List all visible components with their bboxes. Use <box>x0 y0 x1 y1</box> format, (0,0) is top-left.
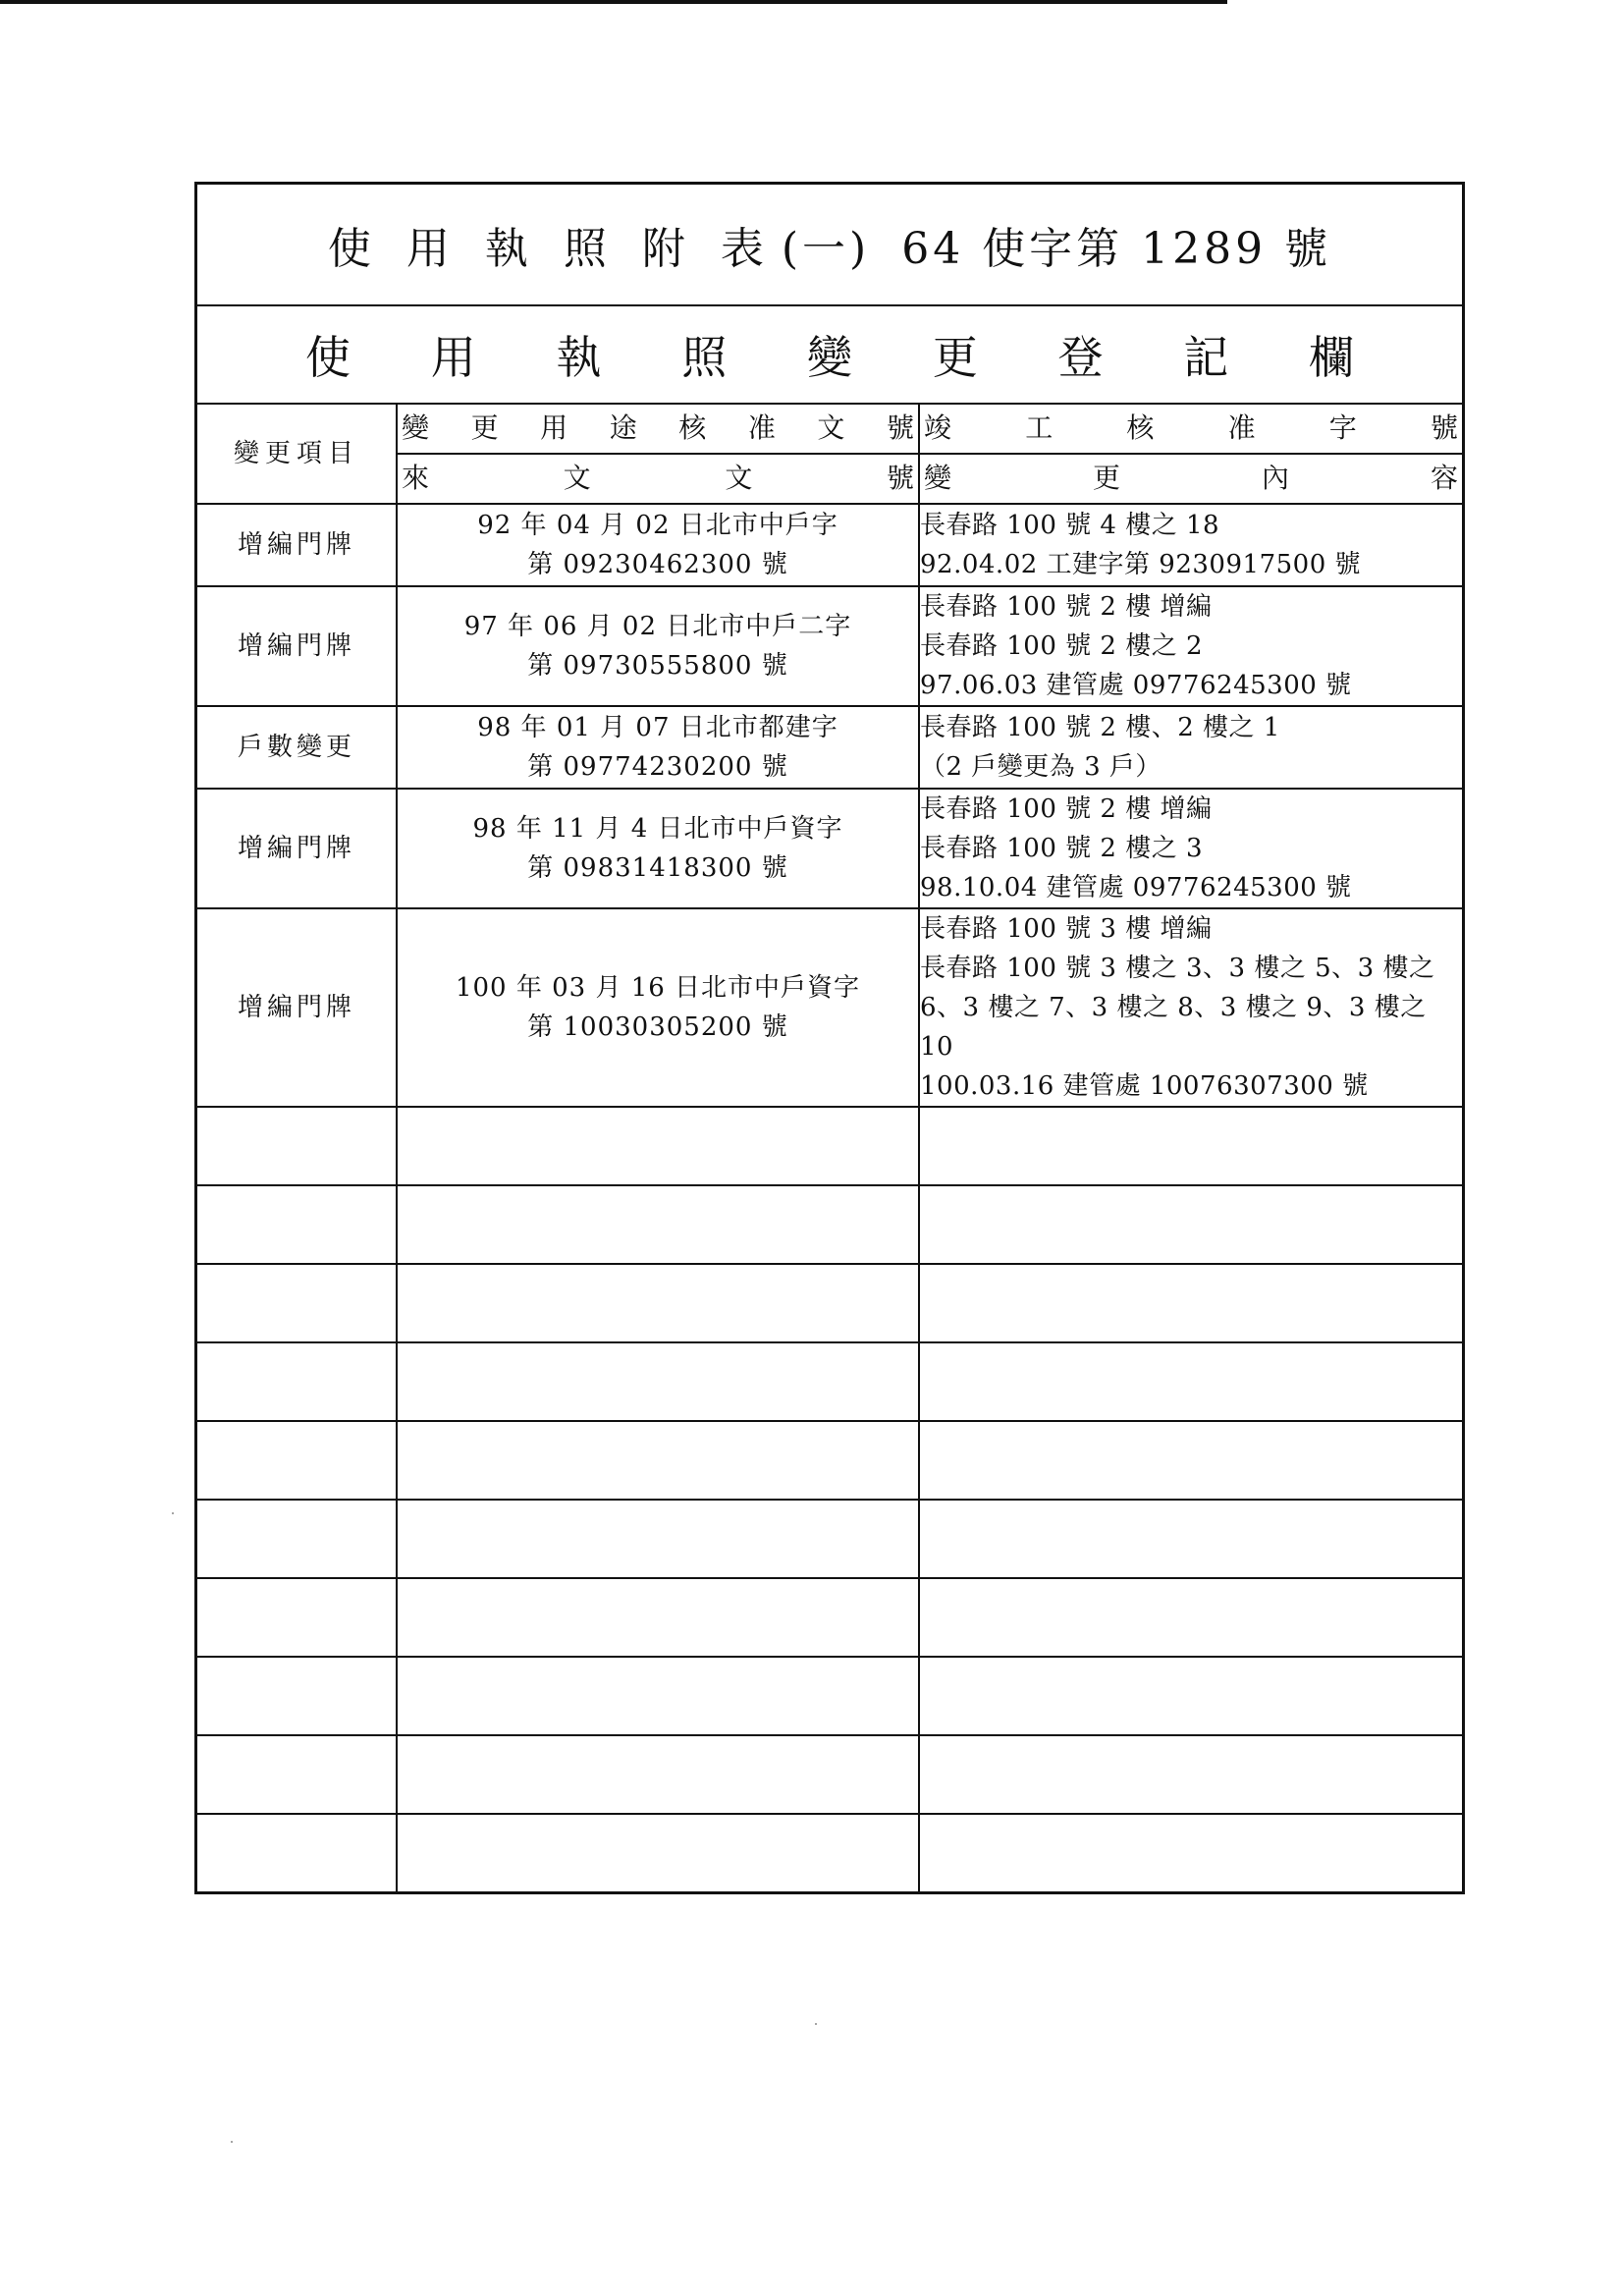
empty-cell <box>197 1657 397 1735</box>
subtitle-char: 執 <box>556 331 602 384</box>
usage-license-change-form <box>194 182 1465 1894</box>
table-row <box>197 706 1462 789</box>
header-char: 更 <box>470 411 499 445</box>
table-row <box>197 586 1462 706</box>
header-doc-number-top <box>397 405 919 454</box>
doc-number-line: 第 09831418300 號 <box>527 853 788 883</box>
scan-top-edge <box>0 0 1227 4</box>
header-char: 准 <box>1227 411 1256 445</box>
title-char: 表 <box>720 224 768 274</box>
doc-number-cell <box>397 504 919 586</box>
doc-number-line: 第 09230462300 號 <box>527 550 788 579</box>
subtitle-char: 記 <box>1183 331 1229 384</box>
doc-number-line: 第 10030305200 號 <box>527 1012 788 1042</box>
header-char: 容 <box>1430 462 1458 495</box>
header-change-content-bottom <box>919 454 1462 504</box>
empty-cell <box>919 1814 1462 1891</box>
change-content-cell: 長春路 100 號 3 樓 增編 長春路 100 號 3 樓之 3、3 樓之 5、3 樓之 6、3 樓之 7、3 樓之 8、3 樓之 9、3 樓之 10 100.03.16 建管處 10076307300 號 <box>919 908 1462 1107</box>
empty-cell <box>397 1500 919 1578</box>
empty-cell <box>197 1421 397 1500</box>
empty-cell <box>197 1264 397 1342</box>
empty-table-row <box>197 1657 1462 1735</box>
header-change-item: 變更項目 <box>197 405 397 504</box>
doc-number-line: 92 年 04 月 02 日北市中戶字 <box>477 511 838 540</box>
form-subtitle <box>197 306 1462 405</box>
header-char: 號 <box>886 411 914 445</box>
header-char: 竣 <box>924 411 952 445</box>
empty-table-row <box>197 1342 1462 1421</box>
empty-cell <box>919 1657 1462 1735</box>
header-doc-number-bottom <box>397 454 919 504</box>
empty-table-row <box>197 1264 1462 1342</box>
empty-cell <box>397 1578 919 1657</box>
change-content-cell: 長春路 100 號 4 樓之 18 92.04.02 工建字第 9230917500 號 <box>919 504 1462 586</box>
empty-table-row <box>197 1735 1462 1814</box>
subtitle-char: 使 <box>305 331 351 384</box>
header-char: 文 <box>725 462 753 495</box>
empty-cell <box>197 1500 397 1578</box>
empty-cell <box>919 1421 1462 1500</box>
doc-number-line: 98 年 01 月 07 日北市都建字 <box>477 713 838 742</box>
change-item-cell: 增編門牌 <box>197 504 397 586</box>
title-char: 使 <box>327 224 375 274</box>
empty-table-row <box>197 1421 1462 1500</box>
table-row <box>197 908 1462 1107</box>
empty-table-row <box>197 1500 1462 1578</box>
change-record-table <box>197 405 1462 1891</box>
doc-number-cell <box>397 586 919 706</box>
change-item-cell: 增編門牌 <box>197 789 397 908</box>
scan-speck <box>815 2023 817 2025</box>
header-char: 用 <box>540 411 568 445</box>
empty-table-row <box>197 1578 1462 1657</box>
header-char: 更 <box>1092 462 1120 495</box>
empty-cell <box>397 1814 919 1891</box>
empty-cell <box>197 1735 397 1814</box>
empty-cell <box>197 1342 397 1421</box>
empty-cell <box>197 1107 397 1185</box>
header-char: 內 <box>1261 462 1289 495</box>
title-paren: (一) <box>781 224 871 274</box>
title-char: 附 <box>641 224 689 274</box>
empty-cell <box>397 1107 919 1185</box>
header-char: 工 <box>1025 411 1054 445</box>
empty-cell <box>919 1185 1462 1264</box>
doc-number-line: 100 年 03 月 16 日北市中戶資字 <box>455 973 861 1003</box>
header-char: 來 <box>402 462 430 495</box>
empty-cell <box>919 1500 1462 1578</box>
subtitle-char: 用 <box>430 331 476 384</box>
scan-speck <box>231 2141 233 2143</box>
empty-cell <box>919 1342 1462 1421</box>
subtitle-char: 登 <box>1057 331 1104 384</box>
title-char: 執 <box>484 224 532 274</box>
doc-number-line: 第 09774230200 號 <box>527 752 788 782</box>
subtitle-char: 照 <box>681 331 728 384</box>
subtitle-char: 更 <box>932 331 978 384</box>
empty-cell <box>397 1342 919 1421</box>
empty-cell <box>397 1657 919 1735</box>
empty-cell <box>397 1421 919 1500</box>
doc-number-cell <box>397 706 919 789</box>
change-content-cell: 長春路 100 號 2 樓 增編 長春路 100 號 2 樓之 3 98.10.04 建管處 09776245300 號 <box>919 789 1462 908</box>
empty-cell <box>919 1107 1462 1185</box>
header-char: 核 <box>1126 411 1155 445</box>
empty-cell <box>197 1814 397 1891</box>
empty-cell <box>197 1578 397 1657</box>
table-header-row <box>197 405 1462 454</box>
title-char: 用 <box>405 224 454 274</box>
empty-cell <box>397 1735 919 1814</box>
empty-cell <box>397 1264 919 1342</box>
header-char: 准 <box>747 411 776 445</box>
change-item-cell: 增編門牌 <box>197 908 397 1107</box>
empty-table-row <box>197 1185 1462 1264</box>
header-char: 途 <box>609 411 637 445</box>
header-char: 號 <box>886 462 914 495</box>
header-char: 變 <box>924 462 952 495</box>
header-char: 文 <box>817 411 845 445</box>
doc-number-line: 第 09730555800 號 <box>527 651 788 681</box>
doc-number-line: 97 年 06 月 02 日北市中戶二字 <box>463 612 852 641</box>
title-license-number: 64 使字第 1289 號 <box>901 224 1332 274</box>
change-content-cell: 長春路 100 號 2 樓、2 樓之 1 （2 戶變更為 3 戶） <box>919 706 1462 789</box>
empty-cell <box>919 1578 1462 1657</box>
change-content-cell: 長春路 100 號 2 樓 增編 長春路 100 號 2 樓之 2 97.06.03 建管處 09776245300 號 <box>919 586 1462 706</box>
scan-speck <box>172 1512 174 1514</box>
empty-table-row <box>197 1107 1462 1185</box>
header-char: 字 <box>1328 411 1357 445</box>
title-char: 照 <box>563 224 611 274</box>
header-char: 核 <box>678 411 707 445</box>
empty-table-row <box>197 1814 1462 1891</box>
header-completion-number-top <box>919 405 1462 454</box>
empty-cell <box>919 1735 1462 1814</box>
subtitle-char: 欄 <box>1309 331 1354 384</box>
header-char: 文 <box>563 462 591 495</box>
doc-number-cell <box>397 908 919 1107</box>
empty-cell <box>919 1264 1462 1342</box>
doc-number-line: 98 年 11 月 4 日北市中戶資字 <box>472 814 843 844</box>
change-item-cell: 戶數變更 <box>197 706 397 789</box>
empty-cell <box>197 1185 397 1264</box>
header-char: 號 <box>1430 411 1458 445</box>
table-row <box>197 504 1462 586</box>
empty-cell <box>397 1185 919 1264</box>
change-item-cell: 增編門牌 <box>197 586 397 706</box>
doc-number-cell <box>397 789 919 908</box>
header-char: 變 <box>402 411 430 445</box>
form-title <box>197 185 1462 306</box>
subtitle-char: 變 <box>807 331 852 384</box>
table-row <box>197 789 1462 908</box>
